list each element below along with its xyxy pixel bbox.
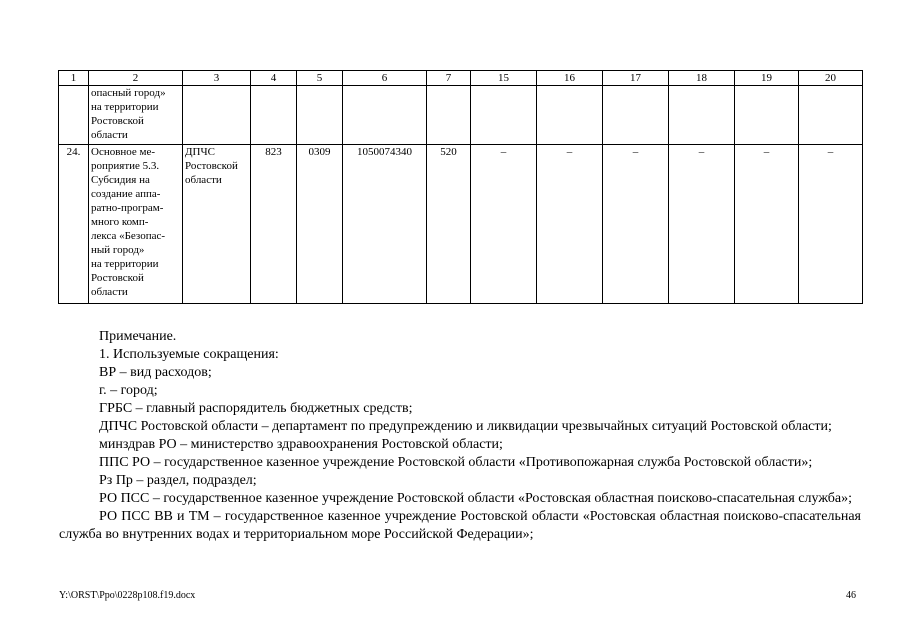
table-cell xyxy=(603,86,669,145)
value-cell: – xyxy=(669,145,735,304)
grbs-name: ДПЧС Ростовской области xyxy=(185,146,238,186)
col-header: 18 xyxy=(669,71,735,86)
abbreviation-line: Рз Пр – раздел, подраздел; xyxy=(99,473,257,488)
col-header: 16 xyxy=(537,71,603,86)
col-header: 2 xyxy=(89,71,183,86)
col-header: 3 xyxy=(183,71,251,86)
value-cell: – xyxy=(471,145,537,304)
table-cell xyxy=(59,86,89,145)
abbreviation-line: ППС РО – государственное казенное учреждение Ростовской области «Противопожарная служба Ростовской области»; xyxy=(99,455,813,470)
abbreviation-line: г. – город; xyxy=(99,383,158,398)
table-cell xyxy=(183,86,251,145)
value-cell: – xyxy=(603,145,669,304)
table-row-24 xyxy=(59,145,863,304)
abbreviation-line: минздрав РО – министерство здравоохранения Ростовской области; xyxy=(99,437,503,452)
table-cell xyxy=(669,86,735,145)
rz-pr-code: 0309 xyxy=(297,145,343,304)
table-cell xyxy=(427,86,471,145)
col-header: 15 xyxy=(471,71,537,86)
csr-code: 1050074340 xyxy=(343,145,427,304)
grbs-cell xyxy=(183,145,251,304)
table-cell xyxy=(799,86,863,145)
row-number: 24. xyxy=(59,145,89,304)
abbreviation-line: ДПЧС Ростовской области – департамент по предупреждению и ликвидации чрезвычайных ситуаций Ростовской области; xyxy=(99,419,832,434)
cell-text: опасный город» на территории Ростовской области xyxy=(91,87,166,141)
footer-file-path: Y:\ORST\Ppo\0228p108.f19.docx xyxy=(59,590,196,601)
col-header: 5 xyxy=(297,71,343,86)
table-cell xyxy=(537,86,603,145)
grbs-code: 823 xyxy=(251,145,297,304)
col-header: 17 xyxy=(603,71,669,86)
col-header: 1 xyxy=(59,71,89,86)
col-header: 4 xyxy=(251,71,297,86)
notes-item-1: 1. Используемые сокращения: xyxy=(99,347,279,362)
budget-table xyxy=(58,70,863,304)
abbreviation-line: ГРБС – главный распорядитель бюджетных средств; xyxy=(99,401,413,416)
value-cell: – xyxy=(799,145,863,304)
table-row-continued xyxy=(59,86,863,145)
value-cell: – xyxy=(537,145,603,304)
vr-code: 520 xyxy=(427,145,471,304)
value-cell: – xyxy=(735,145,799,304)
table-cell xyxy=(343,86,427,145)
table-cell xyxy=(251,86,297,145)
col-header: 7 xyxy=(427,71,471,86)
notes-section xyxy=(59,328,861,544)
table-header-row xyxy=(59,71,863,86)
measure-name: Основное ме- роприятие 5.3. Субсидия на создание аппа- ратно-програм- много комп- лекса «Безопас- ный город» на территории Ростовской области xyxy=(91,146,166,298)
table-cell xyxy=(89,86,183,145)
abbreviation-line: РО ПСС – государственное казенное учреждение Ростовской области «Ростовская областная поисково-спасательная служба»; xyxy=(99,491,853,506)
col-header: 6 xyxy=(343,71,427,86)
table-cell xyxy=(735,86,799,145)
table-cell xyxy=(297,86,343,145)
col-header: 20 xyxy=(799,71,863,86)
measure-name-cell xyxy=(89,145,183,304)
abbreviation-line: ВР – вид расходов; xyxy=(99,365,212,380)
col-header: 19 xyxy=(735,71,799,86)
page-number: 46 xyxy=(846,590,856,601)
table-cell xyxy=(471,86,537,145)
abbreviation-line: РО ПСС ВВ и ТМ – государственное казенное учреждение Ростовской области «Ростовская областная поисково-спасательная служба во внутренних водах и территориальном море Российской Федерации»; xyxy=(59,509,861,542)
notes-title: Примечание. xyxy=(99,329,177,344)
